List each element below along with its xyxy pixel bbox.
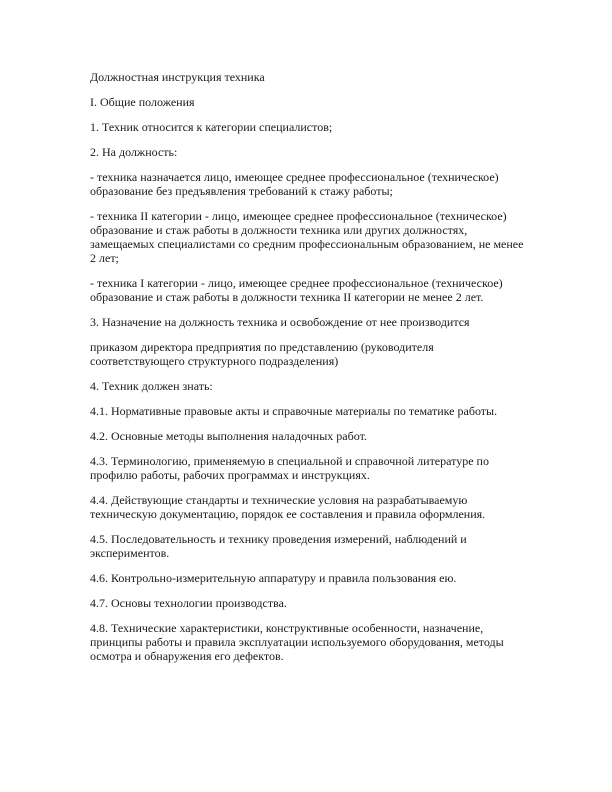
paragraph-2-item-category-1: - техника I категории - лицо, имеющее среднее профессиональное (техническое) образование и стаж работы в должности техника II категории не менее 2 лет. <box>90 276 503 304</box>
paragraph-4-6: 4.6. Контрольно-измерительную аппаратуру и правила пользования ею. <box>90 571 457 585</box>
paragraph-4: 4. Техник должен знать: <box>90 379 213 393</box>
document-title: Должностная инструкция техника <box>90 70 265 84</box>
paragraph-1: 1. Техник относится к категории специалистов; <box>90 120 333 134</box>
paragraph-4-7: 4.7. Основы технологии производства. <box>90 596 287 610</box>
paragraph-4-2: 4.2. Основные методы выполнения наладочных работ. <box>90 429 367 443</box>
paragraph-3-continued: приказом директора предприятия по представлению (руководителя соответствующего структурного подразделения) <box>90 340 434 368</box>
paragraph-2-item-technician: - техника назначается лицо, имеющее среднее профессиональное (техническое) образование без предъявления требований к стажу работы; <box>90 170 499 198</box>
paragraph-2-item-category-2: - техника II категории - лицо, имеющее среднее профессиональное (техническое) образование и стаж работы в должности техника или других должностях, замещаемых специалистами со средним профессиональным образованием, не менее 2 лет; <box>90 209 524 265</box>
paragraph-4-3: 4.3. Терминологию, применяемую в специальной и справочной литературе по профилю работы, рабочих программах и инструкциях. <box>90 454 489 482</box>
paragraph-2: 2. На должность: <box>90 145 178 159</box>
paragraph-4-5: 4.5. Последовательность и технику проведения измерений, наблюдений и экспериментов. <box>90 532 467 560</box>
paragraph-3: 3. Назначение на должность техника и освобождение от нее производится <box>90 315 470 329</box>
document-body <box>90 70 530 674</box>
section-heading-general: I. Общие положения <box>90 95 195 109</box>
paragraph-4-1: 4.1. Нормативные правовые акты и справочные материалы по тематике работы. <box>90 404 498 418</box>
paragraph-4-4: 4.4. Действующие стандарты и технические условия на разрабатываемую техническую документацию, порядок ее составления и правила оформления. <box>90 493 486 521</box>
paragraph-4-8: 4.8. Технические характеристики, конструктивные особенности, назначение, принципы работы и правила эксплуатации используемого оборудования, методы осмотра и обнаружения его дефектов. <box>90 621 504 663</box>
